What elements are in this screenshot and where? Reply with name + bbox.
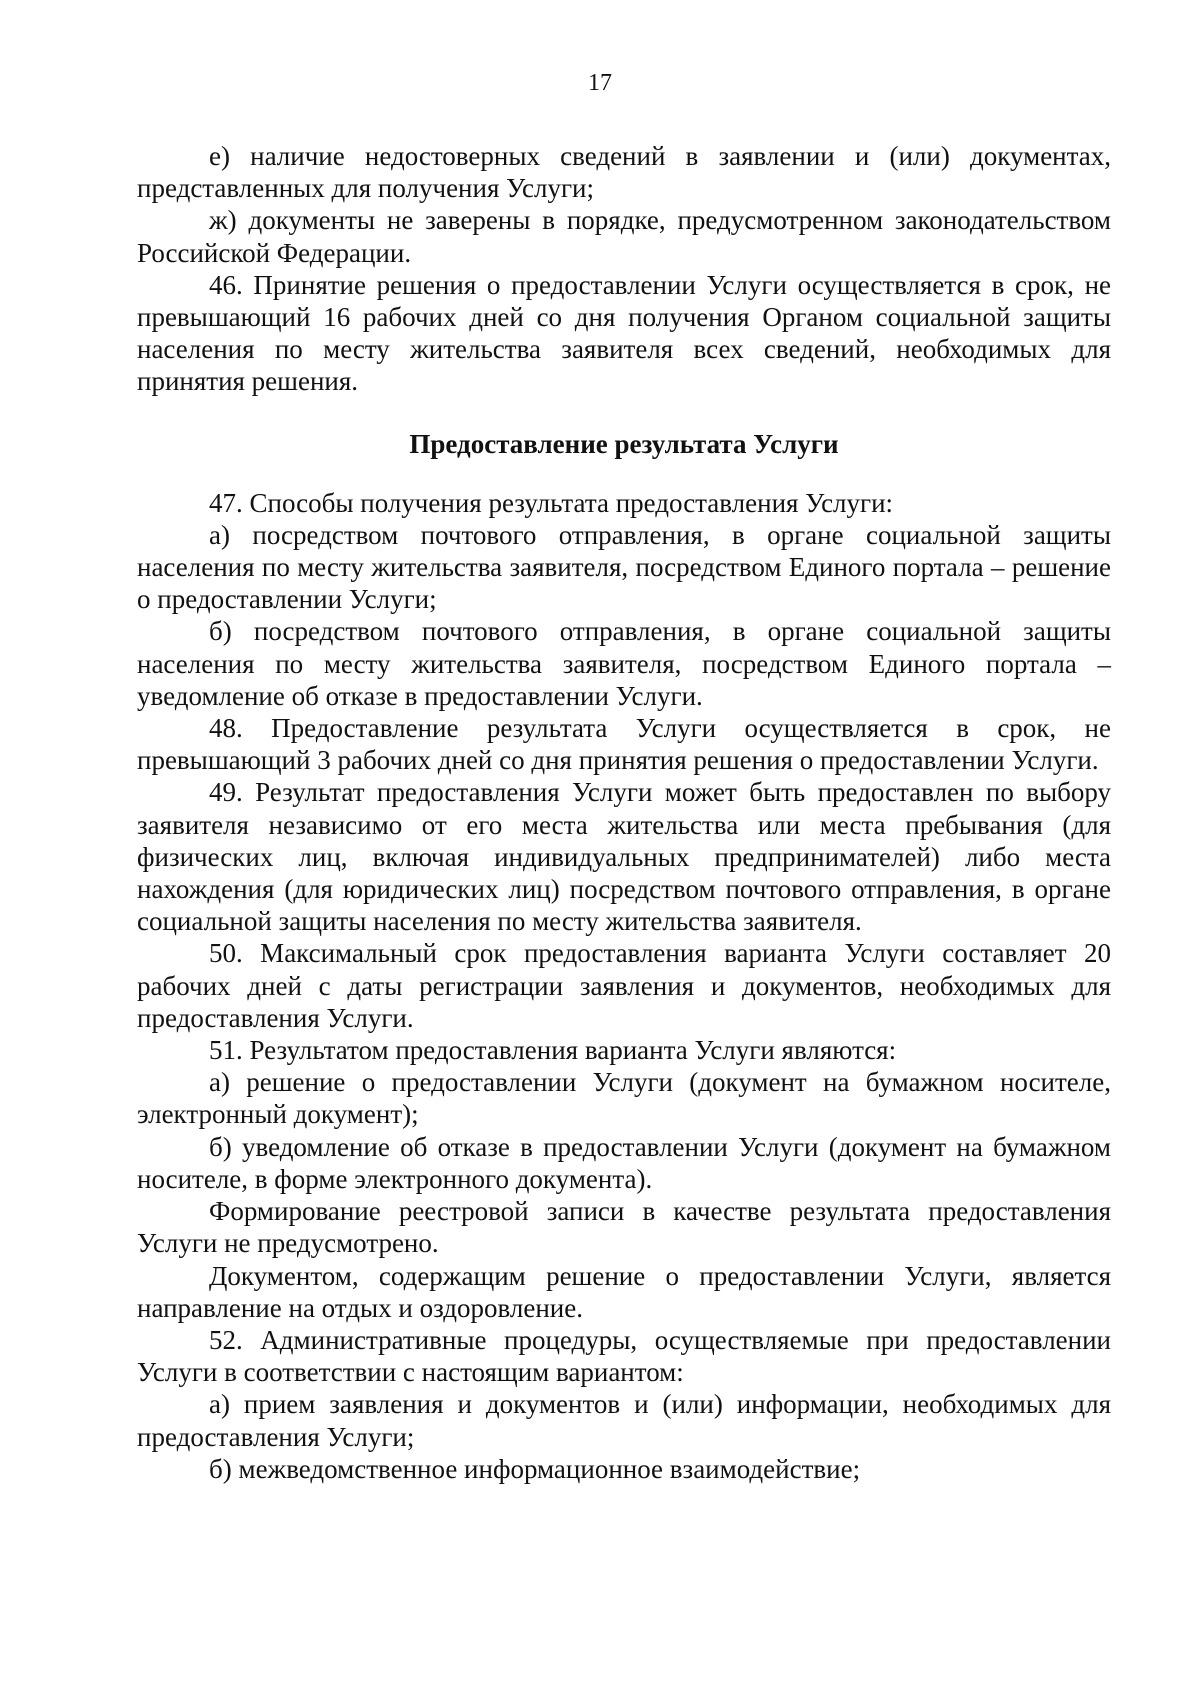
paragraph-49: 49. Результат предоставления Услуги может быть предоставлен по выбору заявителя независимо от его места жительства или места пребывания (для физических лиц, включая индивидуальных предпринимателей) либо места нахождения (для юридических лиц) посредством почтового отправления, в органе социальной защиты населения по месту жительства заявителя. bbox=[137, 777, 1111, 937]
paragraph-52: 52. Административные процедуры, осуществляемые при предоставлении Услуги в соответствии с настоящим вариантом: bbox=[137, 1324, 1111, 1388]
paragraph-e: е) наличие недостоверных сведений в заявлении и (или) документах, представленных для получения Услуги; bbox=[137, 141, 1111, 204]
paragraph-48: 48. Предоставление результата Услуги осуществляется в срок, не превышающий 3 рабочих дней со дня принятия решения о предоставлении Услуги. bbox=[137, 713, 1111, 776]
paragraph-decision-document: Документом, содержащим решение о предоставлении Услуги, является направление на отдых и оздоровление. bbox=[137, 1260, 1111, 1323]
document-body bbox=[137, 140, 1111, 1485]
paragraph-50: 50. Максимальный срок предоставления варианта Услуги составляет 20 рабочих дней с даты регистрации заявления и документов, необходимых для предоставления Услуги. bbox=[137, 938, 1111, 1033]
paragraph-51: 51. Результатом предоставления варианта Услуги являются: bbox=[209, 1035, 897, 1066]
paragraph-52-b: б) межведомственное информационное взаимодействие; bbox=[209, 1453, 861, 1484]
paragraph-52-a: а) прием заявления и документов и (или) информации, необходимых для предоставления Услуги; bbox=[137, 1389, 1111, 1452]
paragraph-zh: ж) документы не заверены в порядке, предусмотренном законодательством Российской Федерации. bbox=[137, 205, 1111, 268]
paragraph-47-b: б) посредством почтового отправления, в органе социальной защиты населения по месту жительства заявителя, посредством Единого портала – уведомление об отказе в предоставлении Услуги. bbox=[137, 616, 1111, 711]
page-number: 17 bbox=[588, 70, 612, 96]
paragraph-47-a: а) посредством почтового отправления, в органе социальной защиты населения по месту жительства заявителя, посредством Единого портала – решение о предоставлении Услуги; bbox=[137, 519, 1111, 615]
paragraph-registry-note: Формирование реестровой записи в качестве результата предоставления Услуги не предусмотрено. bbox=[137, 1196, 1111, 1259]
paragraph-51-a: а) решение о предоставлении Услуги (документ на бумажном носителе, электронный документ); bbox=[137, 1067, 1111, 1130]
section-heading: Предоставление результата Услуги bbox=[409, 428, 839, 459]
paragraph-51-b: б) уведомление об отказе в предоставлении Услуги (документ на бумажном носителе, в форме электронного документа). bbox=[137, 1131, 1111, 1194]
paragraph-46: 46. Принятие решения о предоставлении Услуги осуществляется в срок, не превышающий 16 рабочих дней со дня получения Органом социальной защиты населения по месту жительства заявителя всех сведений, необходимых для принятия решения. bbox=[137, 269, 1111, 397]
paragraph-47: 47. Способы получения результата предоставления Услуги: bbox=[209, 487, 894, 518]
